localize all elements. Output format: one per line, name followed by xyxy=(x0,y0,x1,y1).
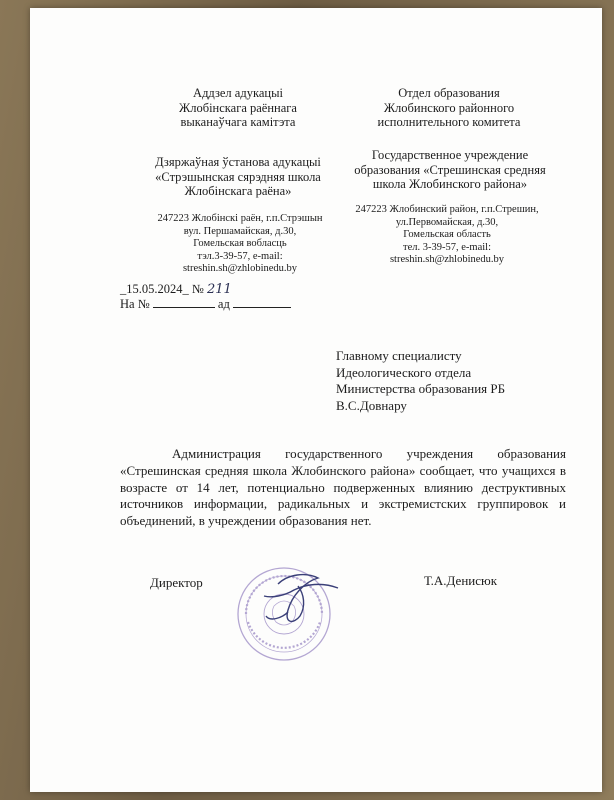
address-by-email: streshin.sh@zhlobinedu.by xyxy=(182,263,298,274)
outgoing-date-number: _15.05.2024_ № 211 xyxy=(120,282,232,297)
letter-body: Администрация государственного учреждения образования «Стрешинская средняя школа Жлобинского района» сообщает, что учащихся в возрасте от 14 лет, потенциально подверженных влиянию деструктивных источников информации, радикальных и экстремистских группировок и объединений, в учреждении образования нет. xyxy=(120,446,566,529)
address-ru-line: ул.Первомайская, д.30, xyxy=(395,216,499,228)
address-ru-line: 247223 Жлобинский район, г.п.Стрешин, xyxy=(355,204,539,215)
address-ru-line: тел. 3-39-57, e-mail: xyxy=(403,241,491,253)
addressee-line: Министерства образования РБ xyxy=(336,381,506,396)
ref-number-blank xyxy=(153,297,215,308)
school-by-line: «Стрэшынская сярэдняя школа xyxy=(155,169,321,184)
school-ru-line: Государственное учреждение xyxy=(371,148,529,162)
header-ru-line: Жлобинского районного xyxy=(383,100,515,115)
address-ru-email: streshin.sh@zhlobinedu.by xyxy=(389,254,505,265)
header-by-line: Жлобінскага раённага xyxy=(179,100,297,115)
header-ru-line: исполнительного комитета xyxy=(377,115,521,129)
ref-label: На № xyxy=(120,297,150,311)
outgoing-date: 15.05.2024 xyxy=(126,282,183,296)
address-by-line: тэл.3-39-57, e-mail: xyxy=(197,250,283,262)
school-name-russian xyxy=(340,148,560,192)
letter-page xyxy=(30,8,602,792)
official-stamp-icon xyxy=(226,556,356,666)
school-name-belarusian xyxy=(128,155,348,199)
signatory-name: Т.А.Денисюк xyxy=(424,573,498,588)
address-by-line: Гомельская вобласць xyxy=(193,238,287,249)
header-russian xyxy=(344,86,554,130)
addressee-line: Идеологического отдела xyxy=(336,364,472,380)
header-by-line: Аддзел адукацыі xyxy=(193,86,283,100)
address-by-line: вул. Першамайская, д.30, xyxy=(183,225,297,237)
address-russian xyxy=(336,204,558,267)
number-label: № xyxy=(191,282,204,296)
outgoing-number: 211 xyxy=(206,282,232,297)
school-ru-line: образования «Стрешинская средняя xyxy=(354,162,546,177)
addressee-name: В.С.Довнару xyxy=(336,397,407,413)
school-ru-line: школа Жлобинского района» xyxy=(372,177,528,191)
header-ru-line: Отдел образования xyxy=(398,86,500,100)
ref-from-label: ад xyxy=(217,297,230,311)
signatory-title: Директор xyxy=(150,575,203,590)
addressee-block xyxy=(336,348,576,414)
reference-line xyxy=(120,297,291,312)
ref-date-blank xyxy=(233,297,291,308)
address-ru-line: Гомельская область xyxy=(403,229,491,240)
address-belarusian xyxy=(126,213,354,276)
school-by-line: Дзяржаўная ўстанова адукацыі xyxy=(155,155,321,169)
addressee-line: Главному специалисту xyxy=(336,348,462,363)
header-by-line: выканаўчага камітэта xyxy=(180,115,296,129)
header-belarusian xyxy=(138,86,338,130)
address-by-line: 247223 Жлобінскі раён, г.п.Стрэшын xyxy=(157,213,323,224)
school-by-line: Жлобінскага раёна» xyxy=(184,184,292,198)
